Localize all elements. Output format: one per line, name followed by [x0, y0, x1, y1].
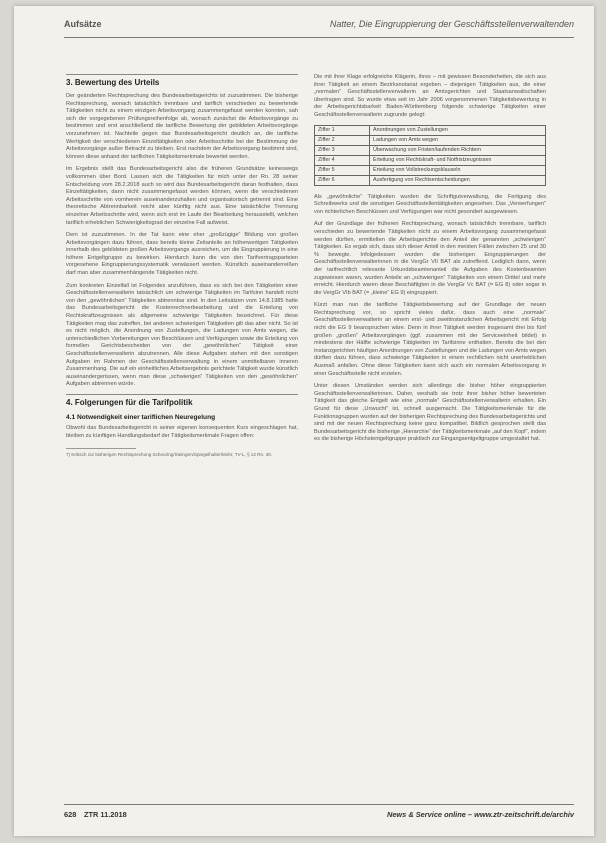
paragraph: Als „gewöhnliche“ Tätigkeiten wurden die Schriftgutverwaltung, die Fertigung des Schreibwerks und die sonstigen Geschäftsstellentätigkeiten angesehen. Das „Verwerfungen“ von richterlichen Beschlüssen und Verfügungen war nicht gesondert ausgewiesen.: [314, 193, 546, 215]
table-cell-key: Ziffer 5: [315, 165, 370, 175]
journal-issue: ZTR 11.2018: [84, 810, 127, 819]
footnote: 7) Kritisch zur bisherigen Rechtsprechung Scheuring/Steingen/Spiegelhalter/Mohr, TV-L, § 12 Rn. 40.: [66, 452, 272, 458]
paragraph: Zum konkreten Einzelfall ist Folgendes anzuführen, dass es sich bei den Tätigkeiten einer Geschäftsstellenverwalterin tatsächlich um schwierige Tätigkeiten im Tarifsinn handelt nicht von den „gewöhnlichen“ Tätigkeiten abtrennbar sind. In den Leitsätzen vom 14.8.1985 hatte das Bundesarbeitsgericht die Kostenrechnerbearbeitung und die Erteilung von Rechtskraftzeugnissen als allgemeine schwierige Tätigkeiten bezeichnet. Für diese Tätigkeiten mag das zutreffen, bei anderen schwierigen Tätigkeiten gilt das aber nicht. So ist es nicht möglich, die Anordnung von Zustellungen, die Ladungen von Amts wegen, die unterschiedlichen Vorbereitungen von Beschlüssen und Verfügungen sowie die Erteilung von formellen Gerichtsbescheiden von der „gewöhnlichen“ Tätigkeit einer Geschäftsstellenverwalterin abzutrennen. Alle diese Aufgaben stehen mit den sonstigen Aufgaben im Rahmen der Geschäftsstellenverwaltung in einem unmittelbaren inneren Zusammenhang. Die auf ein einheitliches Arbeitsergebnis gerichtete Tätigkeit wurde künstlich auseinandergerissen, wenn man diese „schwierigen“ Tätigkeiten von den „gewöhnlichen“ Aufgaben abtrennen würde.: [66, 282, 298, 388]
table-cell-value: Ausfertigung von Rechtsentscheidungen: [370, 175, 546, 185]
difficult-tasks-table: [314, 125, 546, 186]
page-number: 628: [64, 810, 77, 819]
table-row: [315, 175, 546, 185]
running-title: Natter, Die Eingruppierung der Geschäftsstellenverwaltenden: [329, 19, 574, 29]
paragraph: Auf der Grundlage der früheren Rechtsprechung, wonach tatsächlich trennbare, tariflich verschieden zu bewertende Tätigkeiten nicht zu einem Arbeitsvorgang zusammengefasst werden dürften, ermittelten die Arbeitsgerichte den Anteil der genannten „schwierigen“ Tätigkeiten. Es ergab sich, dass sich dieser Anteil in den meisten Fällen zwischen 25 und 30 % bewegte. Infolgedessen wurden die bisherigen Eingruppierungen der Geschäftsstellenverwalterinnen in die VergGr VII BAT als zutreffend. Lediglich dann, wenn der tarifrechtlich relevante Urkundsbeamtenanteil die Aufgaben des Kostenbeamten zugewiesen waren, wurden Anteile an „schwierigen“ Tätigkeiten von einem Drittel und mehr erreicht. Hierdurch waren diese Beschäftigten in die VergGr Vc BAT (= EG 8) oder sogar in die VergGr VIb BAT (= „kleine“ EG 9) eingruppiert.: [314, 221, 546, 296]
journal-website: News & Service online – www.ztr-zeitschrift.de/archiv: [386, 810, 574, 819]
section-4-1-heading: 4.1 Notwendigkeit einer tariflichen Neuregelung: [66, 413, 216, 421]
table-row: [315, 145, 546, 155]
section-divider: [66, 74, 298, 75]
paragraph: Obwohl das Bundesarbeitsgericht in seiner eigenen konsequenten Kurs eingeschlagen hat, bleiben zu künftigen Handlungsbedarf der Tätigkeitsmerkmale Fragen offen:: [66, 424, 298, 439]
table-cell-value: Erteilung von Vollstreckungsklauseln: [370, 165, 546, 175]
page-header: [64, 16, 574, 34]
table-cell-value: Anordnungen von Zustellungen: [370, 125, 546, 135]
table-cell-key: Ziffer 4: [315, 155, 370, 165]
section-label: Aufsätze: [64, 19, 102, 29]
paragraph: Im Ergebnis stellt das Bundesarbeitsgericht also die früheren Grundsätze keineswegs vollkommen über Bord. Lassen sich die Tätigkeiten für mich unter der Rn. 28 seiner Entscheidung vom 28.2.2018 auch so wird das Bundesarbeitsgericht daran festhalten, dass Einzeltätigkeiten, dann nicht zusammengefasst werden können, wenn die verschiedenen Arbeitsschritte von vornherein auseinanderzuhalten und organisatorisch getrennt sind. Eine theoretische Abtrennbarkeit reicht aber künftig nicht aus. Eine tatsächliche Trennung einzelner Arbeitsschritte wird, wenn sich erst im Laufe der Bearbeitung herausstellt, welchen tariflich erheblichen Schwierigkeitsgrad der einzelne Fall aufweist.: [66, 166, 298, 226]
header-divider: [64, 37, 574, 38]
page-footer: [64, 808, 574, 822]
left-column: [66, 74, 298, 458]
right-column: [314, 74, 546, 449]
footer-divider: [64, 804, 574, 805]
paragraph: Der geänderten Rechtsprechung des Bundesarbeitsgerichts ist zuzustimmen. Die bisherige Rechtsprechung, wonach tatsächlich trennbare und tariflich verschieden zu bewertende Tätigkeiten nicht zu einem einzigen Arbeitsvorgang zusammengefasst werden konnten, sah sich der vorgegebenen Prüfungsreihenfolge ab, wonach zunächst die Arbeitsvorgänge zu bestimmen und erst anschließend die tarifliche Bewertung der gebildeten Arbeitsvorgänge vorzunehmen ist. Nachteile gegen das Bundesarbeitsgericht deutlich an, die tarifliche Wertigkeit der verschiedenen Einzeltätigkeiten oder Arbeitsschritte bei der Bestimmung der Arbeitsvorgänge außer Betracht zu bleiben. Erst nachdem der Arbeitsvorgang bestimmt sind, können diese anhand der tariflichen Tätigkeitsmerkmale bewertet werden.: [66, 93, 298, 160]
table-cell-value: Ladungen von Amts wegen: [370, 135, 546, 145]
table-row: [315, 155, 546, 165]
footnote-divider: [66, 448, 136, 449]
section-4-heading: 4. Folgerungen für die Tarifpolitik: [66, 397, 193, 407]
table-row: [315, 165, 546, 175]
journal-page: [14, 6, 594, 836]
paragraph: Unter diesen Umständen werden sich allerdings die bisher höher eingruppierten Geschäftsstellenverwalterinnen. Daher, weshalb sie trotz ihrer bisher höher bewerteten Tätigkeit das gleiche Entgelt wie eine „normale“ Geschäftsstellenverwalterin erhalten. Ein Grund für diese „Unwucht“ ist, schnell ausgemacht. Die Tätigkeitsmerkmale für die Funktionsgruppen wurden auf der bisherigen Rechtsprechung des Bundesarbeitsgerichts und sind mit der neuen Rechtsprechung keine ganz kompatibel. Bildlich gesprochen stellt das Bundesarbeitsgericht die bisherige „Hierarchie“ der Tätigkeitsmerkmale „auf den Kopf“, indem es die bisherige Höchstentgeltgruppe praktisch zur Eingangsentgeltgruppe umgestaltet hat.: [314, 383, 546, 443]
table-row: [315, 135, 546, 145]
table-row: [315, 125, 546, 135]
table-cell-key: Ziffer 3: [315, 145, 370, 155]
section-3-heading: 3. Bewertung des Urteils: [66, 78, 160, 87]
table-cell-key: Ziffer 1: [315, 125, 370, 135]
paragraph: Die mit ihrer Klage erfolgreiche Klägerin, ihres – mit gewissen Besonderheiten, die sich aus ihrer Tätigkeit an einem Bezirksnotariat ergeben – diejenigen Tätigkeiten aus, die einer „normalen“ Geschäftsstellenverwalterin an Amtsgerichten und Staatsanwaltschaften übertragen sind. So wurde etwa seit im Jahr 2006 vorgenommenen Tätigkeitsbewertung in der Arbeitsgerichtsbarkeit Baden-Württemberg folgende schwierige Tätigkeiten einer Geschäftsstellenverwalterin zugrunde gelegt:: [314, 74, 546, 118]
paragraph: Dem ist zuzustimmen. In der Tat kann eine eher „großzügige“ Bildung von großen Arbeitsvorgängen dazu führen, dass bereits kleine Zeitanteile an höherwertigen Tätigkeiten innerhalb des gebildeten großen Arbeitsvorgangs ausreichen, um die Eingruppierung in eine höhere Entgeltgruppe zu bewirken. Hierdurch kann die von den Tarifvertragsparteien vorgesehene Eingruppierungssystematik verwässert werden. Künstlich auseinanderreißen darf man aber zusammenhängende Tätigkeiten nicht.: [66, 232, 298, 277]
section-divider: [66, 394, 298, 395]
table-cell-value: Erteilung von Rechtskraft- und Notfristzeugnissen: [370, 155, 546, 165]
table-cell-value: Überwachung von Fristen/laufenden Richtern: [370, 145, 546, 155]
table-cell-key: Ziffer 2: [315, 135, 370, 145]
table-cell-key: Ziffer 6: [315, 175, 370, 185]
paragraph: Kürzt man nun die tarifliche Tätigkeitsbewertung auf der Grundlage der neuen Rechtsprechung vor, so spricht vieles dafür, dass auch eine „normale“ Geschäftsstellenverwalterin an einem erst- und zweitinstanzlichen Arbeitsgericht mit Erfolg nicht die EG 9 beanspruchen wäre. Denn in ihrer Tätigkeit werden insgesamt drei bis fünf großen „großen“ Arbeitsvorgängen (ggf. zusammen mit der Serviceeinheit bildet) in mindestens der Hälfte schwierige Tätigkeiten im Tarifsinne enthalten. Bereits die bei den Instanzgerichten häufigen Anordnungen von Zustellungen und die Ladungen von Amts wegen dürften dazu führen, dass schwierige Tätigkeiten in einem rechtlichen nicht unerheblichen Ausmaß anfallen. Ohne diese Tätigkeiten kann sich auch ein normalen Arbeitsvorgang in einer Geschäftsstelle nicht erzielen.: [314, 302, 547, 377]
